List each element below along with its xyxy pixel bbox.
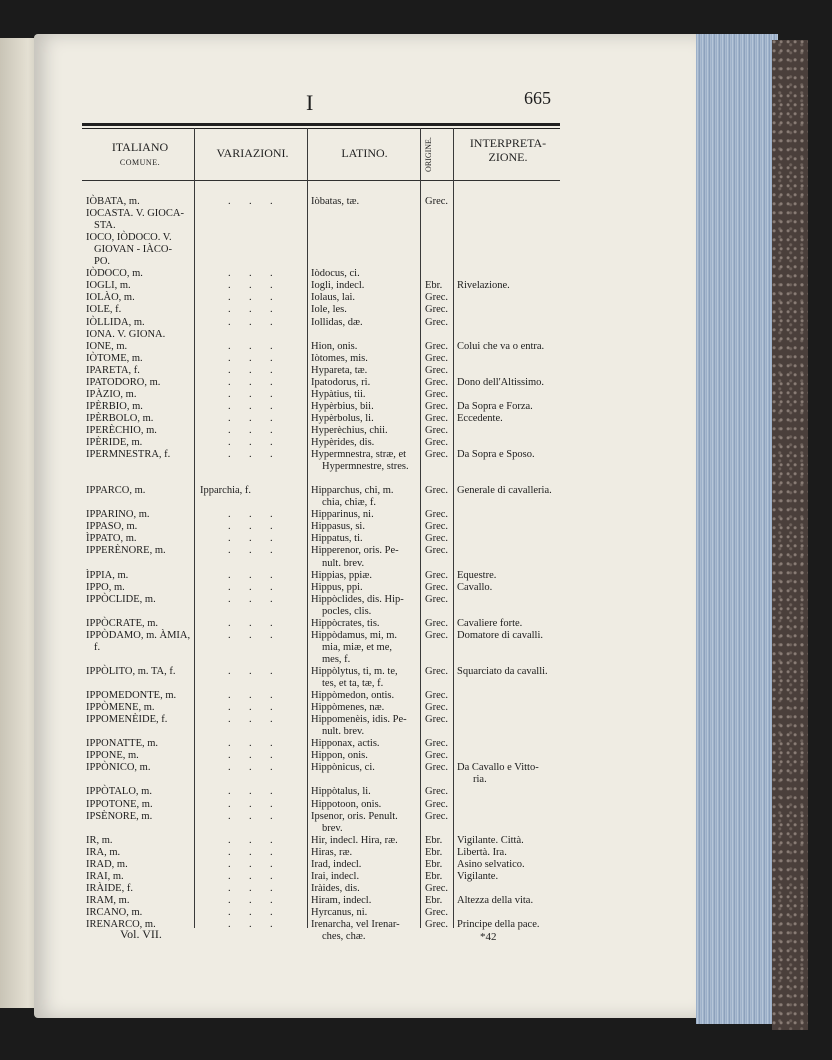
cell-or: Grec. <box>425 485 449 497</box>
table-row <box>0 341 700 353</box>
cell-it: f. <box>94 641 101 653</box>
table-row <box>0 304 700 316</box>
cell-la: Hippotoon, onis. <box>311 798 382 810</box>
cell-or: Grec. <box>425 292 449 304</box>
table-row <box>0 895 700 907</box>
cell-la: Irad, indecl. <box>311 858 362 870</box>
table-row <box>0 317 700 329</box>
cell-it: IPPÒLITO, m. TA, f. <box>86 665 176 677</box>
cell-it: IPPÒCLIDE, m. <box>86 593 156 605</box>
cell-la: Ipsenor, oris. Penult. <box>311 810 398 822</box>
cell-it: IONA. V. GIONA. <box>86 328 166 340</box>
cell-or: Grec. <box>425 388 449 400</box>
cell-la: Iolaus, lai. <box>311 292 356 304</box>
cell-or: Grec. <box>425 437 449 448</box>
cell-la: Hippòdamus, mi, m. <box>311 629 398 641</box>
cell-or: Grec. <box>425 629 449 641</box>
table-row <box>0 786 700 798</box>
table-row <box>0 678 700 690</box>
cell-it: IPÈRIDE, m. <box>86 437 143 448</box>
cell-it: IPÈRBIO, m. <box>86 400 143 412</box>
cell-la: Hippasus, si. <box>311 521 365 533</box>
column-header-rule <box>82 180 560 181</box>
table-row <box>0 654 700 666</box>
cell-ip: Cavallo. <box>457 581 493 593</box>
leader-dots: . . . <box>228 750 273 762</box>
leader-dots: . . . <box>228 894 273 906</box>
cell-it: ÌPPATO, m. <box>86 533 137 545</box>
cell-or: Grec. <box>425 521 449 533</box>
cell-it: IPPARCO, m. <box>86 485 146 497</box>
cell-la: mia, miæ, et me, <box>322 641 392 653</box>
cell-la: Ipatodorus, ri. <box>311 376 371 388</box>
cell-la: Hypermnestre, stres. <box>322 461 409 473</box>
cell-la: Hyrcanus, ni. <box>311 906 368 918</box>
cell-or: Grec. <box>425 593 449 605</box>
cell-ip: Altezza della vita. <box>457 894 534 906</box>
cell-la: nult. brev. <box>322 557 365 569</box>
leader-dots: . . . <box>228 786 273 798</box>
cell-ip: Principe della pace. <box>457 919 540 930</box>
cell-ip: Asino selvatico. <box>457 858 525 870</box>
leader-dots: . . . <box>228 376 273 388</box>
cell-or: Grec. <box>425 509 449 521</box>
cell-la: Iòtomes, mis. <box>311 352 368 364</box>
cell-it: IOCO, IÒDOCO. V. <box>86 232 172 244</box>
table-row <box>0 847 700 859</box>
table-row <box>0 931 700 943</box>
cell-la: Hippòmedon, ontis. <box>311 690 395 702</box>
cell-or: Grec. <box>425 906 449 918</box>
cell-it: IPSÈNORE, m. <box>86 810 153 822</box>
table-row <box>0 762 700 774</box>
table-row <box>0 413 700 425</box>
cell-it: IÒTOME, m. <box>86 352 143 364</box>
cell-it: IPPOTONE, m. <box>86 798 153 810</box>
cell-la: Hypèrbius, bii. <box>311 400 374 412</box>
cell-it: IONE, m. <box>86 340 128 352</box>
cell-it: IPPERÈNORE, m. <box>86 545 166 557</box>
leader-dots: . . . <box>228 617 273 629</box>
cell-la: Hipponax, actis. <box>311 738 380 750</box>
cell-ip: Da Cavallo e Vitto- <box>457 762 539 774</box>
page-number: 665 <box>524 88 551 108</box>
cell-la: ches, chæ. <box>322 931 366 943</box>
cell-it: IRAI, m. <box>86 870 124 882</box>
cell-ip: Vigilante. Città. <box>457 834 524 846</box>
cell-it: IOGLI, m. <box>86 280 131 292</box>
header-rule-thin <box>82 128 560 129</box>
cell-la: Iogli, indecl. <box>311 280 365 292</box>
cell-it: IRAD, m. <box>86 858 128 870</box>
cell-or: Grec. <box>425 569 449 581</box>
book-cover-edge <box>772 40 808 1030</box>
table-row <box>0 545 700 557</box>
leader-dots: . . . <box>228 762 273 774</box>
cell-ip: Dono dell'Altissimo. <box>457 376 545 388</box>
leader-dots: . . . <box>228 858 273 870</box>
cell-or: Grec. <box>425 400 449 412</box>
cell-la: Hion, onis. <box>311 340 358 352</box>
table-row <box>0 799 700 811</box>
cell-la: Hyperèchius, chii. <box>311 424 388 436</box>
leader-dots: . . . <box>228 400 273 412</box>
header-rule-thick <box>82 123 560 126</box>
cell-la: Hippias, ppiæ. <box>311 569 372 581</box>
cell-ip: Domatore di cavalli. <box>457 629 544 641</box>
cell-or: Grec. <box>425 316 449 328</box>
table-row <box>0 425 700 437</box>
cell-it: IÒLLIDA, m. <box>86 316 145 328</box>
cell-ip: Rivelazione. <box>457 280 510 292</box>
table-row <box>0 871 700 883</box>
cell-la: Hiram, indecl. <box>311 894 372 906</box>
table-row <box>0 401 700 413</box>
cell-la: pocles, clis. <box>322 605 372 617</box>
column-header-interpretazione: INTERPRETA- ZIONE. <box>469 136 547 164</box>
leader-dots: . . . <box>228 292 273 304</box>
cell-or: Grec. <box>425 919 449 930</box>
cell-la: Hippònicus, ci. <box>311 762 375 774</box>
leader-dots: . . . <box>228 882 273 894</box>
leader-dots: . . . <box>228 352 273 364</box>
leader-dots: . . . <box>228 846 273 858</box>
table-row <box>0 642 700 654</box>
cell-it: IRCANO, m. <box>86 906 143 918</box>
cell-ip: Da Sopra e Forza. <box>457 400 533 412</box>
table-row <box>0 208 700 220</box>
cell-la: Hippatus, ti. <box>311 533 363 545</box>
volume-label: Vol. VII. <box>120 927 162 941</box>
column-header-origine-label: ORIGINE. <box>423 136 433 172</box>
cell-la: Hypèrbolus, li. <box>311 412 374 424</box>
cell-la: Hippus, ppi. <box>311 581 363 593</box>
table-row <box>0 823 700 835</box>
cell-la: Hir, indecl. Hira, ræ. <box>311 834 398 846</box>
cell-ip: Colui che va o entra. <box>457 340 545 352</box>
cell-la: Irai, indecl. <box>311 870 360 882</box>
cell-ip: ria. <box>473 774 487 786</box>
cell-it: IPPONE, m. <box>86 750 139 762</box>
cell-va: Ipparchia, f. <box>200 485 252 497</box>
cell-la: Iràides, dis. <box>311 882 360 894</box>
leader-dots: . . . <box>228 280 273 292</box>
leader-dots: . . . <box>228 412 273 424</box>
cell-ip: Libertà. Ira. <box>457 846 507 858</box>
cell-it: IPÀZIO, m. <box>86 388 137 400</box>
cell-it: GIOVAN - IÀCO- <box>94 244 172 256</box>
cell-or: Ebr. <box>425 834 443 846</box>
cell-it: IPPONATTE, m. <box>86 738 159 750</box>
leader-dots: . . . <box>228 870 273 882</box>
cell-or: Grec. <box>425 581 449 593</box>
cell-it: IPPOMENÈIDE, f. <box>86 714 168 726</box>
table-row <box>0 702 700 714</box>
column-header-italiano <box>90 140 190 170</box>
table-row <box>0 473 700 485</box>
cell-it: IPPÒDAMO, m. ÀMIA, <box>86 629 191 641</box>
table-row <box>0 714 700 726</box>
table-row <box>0 582 700 594</box>
cell-or: Grec. <box>425 376 449 388</box>
cell-la: Iòdocus, ci. <box>311 268 360 280</box>
cell-la: Hippòmenes, næ. <box>311 702 385 714</box>
table-row <box>0 919 700 931</box>
cell-la: Iollidas, dæ. <box>311 316 363 328</box>
cell-or: Grec. <box>425 702 449 714</box>
table-row <box>0 497 700 509</box>
cell-la: Iòbatas, tæ. <box>311 196 360 207</box>
column-header-italiano-label: ITALIANO <box>111 140 169 154</box>
table-row <box>0 196 700 208</box>
cell-it: IPERÈCHIO, m. <box>86 424 157 436</box>
cell-or: Grec. <box>425 786 449 798</box>
cell-ip: Da Sopra e Sposo. <box>457 449 535 461</box>
cell-it: IPPO, m. <box>86 581 125 593</box>
cell-la: nult. brev. <box>322 726 365 738</box>
leader-dots: . . . <box>228 545 273 557</box>
cell-or: Grec. <box>425 364 449 376</box>
cell-or: Grec. <box>425 352 449 364</box>
cell-la: Hypàtius, tii. <box>311 388 366 400</box>
cell-ip: Equestre. <box>457 569 497 581</box>
page-block-edge <box>696 34 778 1024</box>
table-row <box>0 606 700 618</box>
cell-it: IOLE, f. <box>86 304 122 316</box>
cell-ip: Vigilante. <box>457 870 499 882</box>
leader-dots: . . . <box>228 629 273 641</box>
leader-dots: . . . <box>228 304 273 316</box>
cell-la: Iole, les. <box>311 304 347 316</box>
leader-dots: . . . <box>228 738 273 750</box>
cell-it: IRA, m. <box>86 846 121 858</box>
table-row <box>0 570 700 582</box>
cell-or: Ebr. <box>425 858 443 870</box>
cell-la: Hypareta, tæ. <box>311 364 368 376</box>
cell-la: Hippòclides, dis. Hip- <box>311 593 404 605</box>
signature-mark: *42 <box>480 931 497 943</box>
cell-it: IOCASTA. V. GIOCA- <box>86 208 184 220</box>
leader-dots: . . . <box>228 798 273 810</box>
leader-dots: . . . <box>228 268 273 280</box>
cell-it: IPPOMEDONTE, m. <box>86 690 177 702</box>
table-row <box>0 268 700 280</box>
cell-it: ÌPPIA, m. <box>86 569 129 581</box>
cell-la: Hipparchus, chi, m. <box>311 485 394 497</box>
leader-dots: . . . <box>228 509 273 521</box>
leader-dots: . . . <box>228 437 273 448</box>
cell-la: Hypèrides, dis. <box>311 437 375 448</box>
leader-dots: . . . <box>228 569 273 581</box>
leader-dots: . . . <box>228 906 273 918</box>
cell-or: Grec. <box>425 690 449 702</box>
cell-ip: Cavaliere forte. <box>457 617 523 629</box>
cell-it: IPPARINO, m. <box>86 509 150 521</box>
leader-dots: . . . <box>228 521 273 533</box>
cell-it: PO. <box>94 256 111 268</box>
leader-dots: . . . <box>228 834 273 846</box>
leader-dots: . . . <box>228 364 273 376</box>
table-row <box>0 437 700 449</box>
leader-dots: . . . <box>228 919 273 930</box>
cell-la: Hiras, ræ. <box>311 846 353 858</box>
cell-or: Grec. <box>425 449 449 461</box>
table-row <box>0 509 700 521</box>
table-row <box>0 835 700 847</box>
cell-it: IÒDOCO, m. <box>86 268 143 280</box>
table-row <box>0 353 700 365</box>
cell-it: IPATODORO, m. <box>86 376 161 388</box>
cell-or: Grec. <box>425 798 449 810</box>
table-row <box>0 618 700 630</box>
cell-or: Grec. <box>425 424 449 436</box>
cell-or: Grec. <box>425 762 449 774</box>
cell-or: Grec. <box>425 738 449 750</box>
cell-it: IRÀIDE, f. <box>86 882 133 894</box>
leader-dots: . . . <box>228 424 273 436</box>
table-row <box>0 630 700 642</box>
cell-la: chia, chiæ, f. <box>322 497 376 509</box>
cell-ip: Generale di cavalleria. <box>457 485 552 497</box>
leader-dots: . . . <box>228 581 273 593</box>
table-row <box>0 220 700 232</box>
cell-la: Hypermnestra, stræ, et <box>311 449 407 461</box>
column-header-italiano-sub: COMUNE. <box>119 158 161 167</box>
cell-it: IPPASO, m. <box>86 521 138 533</box>
leader-dots: . . . <box>228 702 273 714</box>
cell-ip: Squarciato da cavalli. <box>457 665 548 677</box>
table-row <box>0 690 700 702</box>
cell-or: Grec. <box>425 545 449 557</box>
table-row <box>0 389 700 401</box>
table-row <box>0 594 700 606</box>
cell-it: IRENARCO, m. <box>86 919 156 930</box>
cell-it: IÒBATA, m. <box>86 196 140 207</box>
cell-la: Hippomenèis, idis. Pe- <box>311 714 407 726</box>
cell-la: Hippon, onis. <box>311 750 368 762</box>
table-row <box>0 907 700 919</box>
table-row <box>0 280 700 292</box>
table-row <box>0 774 700 786</box>
leader-dots: . . . <box>228 665 273 677</box>
section-letter: I <box>306 90 314 115</box>
table-row <box>0 292 700 304</box>
leader-dots: . . . <box>228 690 273 702</box>
table-row <box>0 256 700 268</box>
cell-it: IPÈRBOLO, m. <box>86 412 154 424</box>
table-row <box>0 449 700 461</box>
leader-dots: . . . <box>228 340 273 352</box>
cell-ip: Eccedente. <box>457 412 503 424</box>
table-row <box>0 377 700 389</box>
table-row <box>0 883 700 895</box>
cell-la: Hipparinus, ni. <box>311 509 374 521</box>
table-row <box>0 738 700 750</box>
table-row <box>0 521 700 533</box>
leader-dots: . . . <box>228 316 273 328</box>
cell-la: Hippòcrates, tis. <box>311 617 380 629</box>
table-row <box>0 811 700 823</box>
table-row <box>0 232 700 244</box>
cell-it: IRAM, m. <box>86 894 130 906</box>
table-row <box>0 533 700 545</box>
table-row <box>0 558 700 570</box>
table-row <box>0 726 700 738</box>
cell-la: Hippòlytus, ti, m. te, <box>311 665 398 677</box>
cell-la: Hipperenor, oris. Pe- <box>311 545 399 557</box>
cell-or: Ebr. <box>425 870 443 882</box>
cell-la: tes, et ta, tæ, f. <box>322 678 384 689</box>
cell-it: IPERMNESTRA, f. <box>86 449 171 461</box>
leader-dots: . . . <box>228 388 273 400</box>
cell-or: Grec. <box>425 412 449 424</box>
cell-or: Grec. <box>425 882 449 894</box>
cell-it: IPARETA, f. <box>86 364 140 376</box>
leader-dots: . . . <box>228 593 273 605</box>
leader-dots: . . . <box>228 196 273 207</box>
table-row <box>0 461 700 473</box>
table-row <box>0 365 700 377</box>
cell-or: Grec. <box>425 810 449 822</box>
table-row <box>0 329 700 341</box>
cell-or: Grec. <box>425 533 449 545</box>
table-row <box>0 485 700 497</box>
cell-it: STA. <box>94 220 116 232</box>
cell-or: Grec. <box>425 665 449 677</box>
cell-or: Grec. <box>425 304 449 316</box>
cell-or: Grec. <box>425 340 449 352</box>
cell-la: brev. <box>322 822 343 834</box>
table-row <box>0 666 700 678</box>
cell-la: mes, f. <box>322 653 351 665</box>
leader-dots: . . . <box>228 449 273 461</box>
leader-dots: . . . <box>228 714 273 726</box>
cell-or: Grec. <box>425 617 449 629</box>
table-row <box>0 750 700 762</box>
leader-dots: . . . <box>228 810 273 822</box>
cell-la: Irenarcha, vel Irenar- <box>311 919 400 930</box>
cell-it: IPPÒTALO, m. <box>86 786 152 798</box>
cell-or: Grec. <box>425 714 449 726</box>
cell-or: Ebr. <box>425 280 443 292</box>
cell-it: IR, m. <box>86 834 113 846</box>
table-row <box>0 244 700 256</box>
cell-la: Hippòtalus, li. <box>311 786 371 798</box>
cell-or: Grec. <box>425 196 449 207</box>
column-header-variazioni: VARIAZIONI. <box>216 146 289 160</box>
leader-dots: . . . <box>228 533 273 545</box>
cell-it: IOLÀO, m. <box>86 292 135 304</box>
cell-or: Ebr. <box>425 846 443 858</box>
cell-or: Grec. <box>425 750 449 762</box>
cell-or: Ebr. <box>425 894 443 906</box>
table-row <box>0 859 700 871</box>
cell-it: IPPÒCRATE, m. <box>86 617 159 629</box>
column-header-origine <box>418 134 438 174</box>
cell-it: IPPÒNICO, m. <box>86 762 151 774</box>
column-header-latino: LATINO. <box>341 146 388 160</box>
cell-it: IPPÒMENE, m. <box>86 702 155 714</box>
